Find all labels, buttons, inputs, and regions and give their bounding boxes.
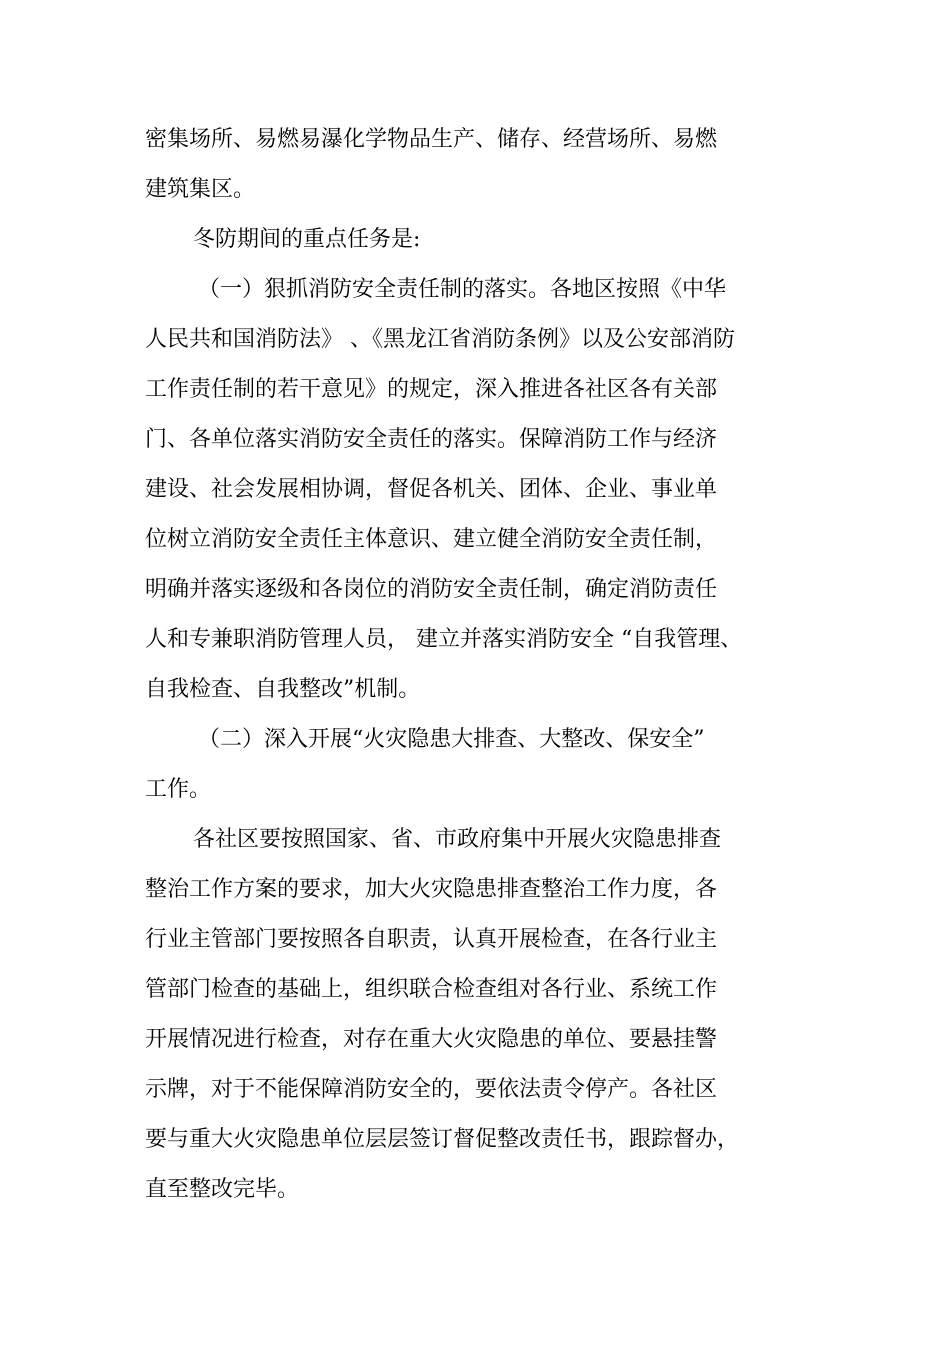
paragraph-line: 各社区要按照国家、省、市政府集中开展火灾隐患排查 [193, 827, 722, 852]
section-heading-1: （一）狠抓消防安全责任制的落实。各地区按照《中华 [198, 277, 727, 302]
paragraph-line: 门、各单位落实消防安全责任的落实。保障消防工作与经济 [145, 427, 718, 452]
paragraph-line: 管部门检查的基础上，组织联合检查组对各行业、系统工作 [145, 977, 718, 1002]
paragraph-line: 人民共和国消防法》 、《黑龙江省消防条例》以及公安部消防 [145, 327, 735, 352]
paragraph-line: 建筑集区。 [145, 177, 256, 202]
paragraph-line: 整治工作方案的要求，加大火灾隐患排查整治工作力度，各 [145, 877, 718, 902]
paragraph-line: 直至整改完毕。 [145, 1177, 300, 1202]
section-heading-2: （二）深入开展“火灾隐患大排查、大整改、保安全” [198, 727, 705, 752]
paragraph-line: 工作。 [145, 777, 212, 802]
paragraph-line: 位树立消防安全责任主体意识、建立健全消防安全责任制， [145, 527, 718, 552]
paragraph-line: 建设、社会发展相协调，督促各机关、团体、企业、事业单 [145, 477, 718, 502]
paragraph-line: 人和专兼职消防管理人员， 建立并落实消防安全 “自我管理、 [145, 627, 743, 652]
paragraph-line: 明确并落实逐级和各岗位的消防安全责任制，确定消防责任 [145, 577, 718, 602]
paragraph-line: 工作责任制的若干意见》的规定，深入推进各社区各有关部 [145, 377, 718, 402]
paragraph-line: 示牌，对于不能保障消防安全的，要依法责令停产。各社区 [145, 1077, 718, 1102]
paragraph-line: 自我检查、自我整改”机制。 [145, 677, 421, 702]
paragraph-line: 密集场所、易燃易瀑化学物品生产、储存、经营场所、易燃 [145, 127, 718, 152]
section-intro-line: 冬防期间的重点任务是: [193, 227, 421, 252]
paragraph-line: 要与重大火灾隐患单位层层签订督促整改责任书，跟踪督办， [145, 1127, 740, 1152]
paragraph-line: 行业主管部门要按照各自职责，认真开展检查，在各行业主 [145, 927, 718, 952]
paragraph-line: 开展情况进行检查，对存在重大火灾隐患的单位、要悬挂警 [145, 1027, 718, 1052]
